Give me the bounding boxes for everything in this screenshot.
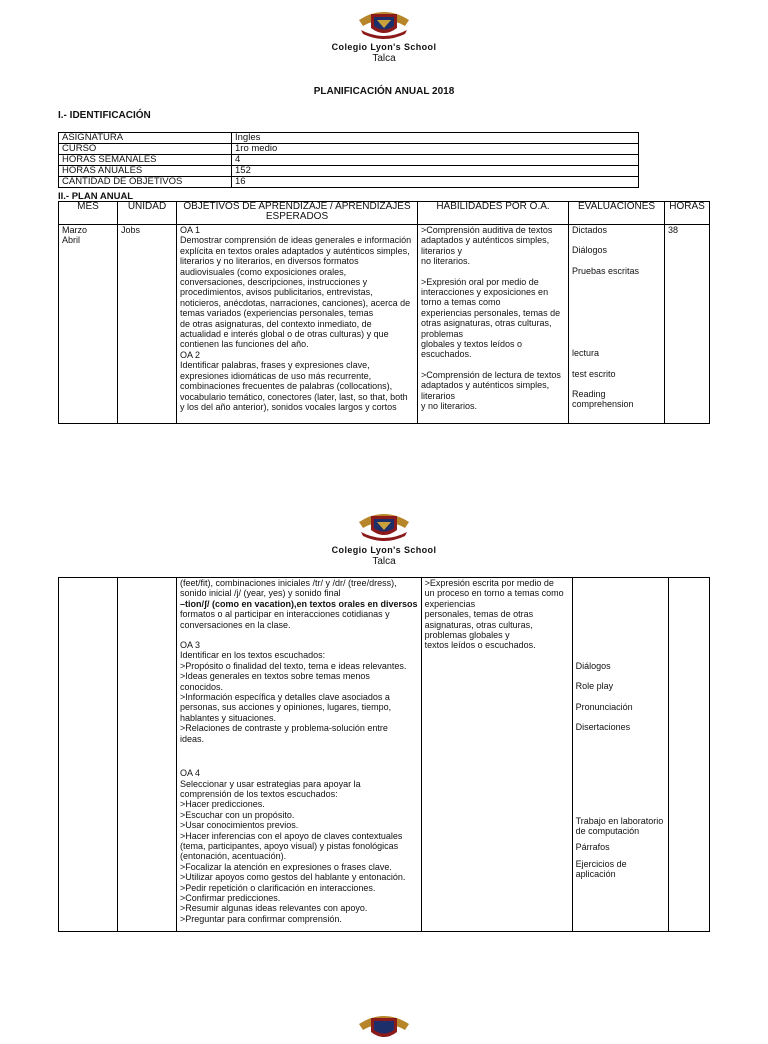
obj-line: Demostrar comprensión de ideas generales e información: [180, 235, 412, 246]
plan-header-row: [59, 202, 710, 225]
hab-line: >Expresión escrita por medio de: [424, 578, 554, 588]
obj-line: >Utilizar apoyos como gestos del hablante y entonación.: [180, 872, 406, 883]
hab-line: experiencias: [424, 598, 476, 609]
obj-line: ideas.: [180, 733, 205, 744]
obj-line: Identificar palabras, frases y expresiones clave,: [180, 360, 370, 371]
obj-line: actualidad e interés global o de otras culturas) y que: [180, 329, 389, 340]
hab-line: globales y textos leídos o: [421, 339, 523, 350]
obj-line: de otras asignaturas, del contexto inmediato, de: [180, 318, 372, 329]
school-name: Colegio Lyon's School: [331, 42, 437, 52]
cell-horas: [668, 578, 709, 932]
hab-line: textos leídos o escuchados.: [424, 640, 536, 651]
cell-habilidades: [418, 225, 569, 424]
plan-table-continued: [58, 577, 710, 932]
obj-line: >Usar conocimientos previos.: [180, 820, 299, 831]
obj-line: formatos o al participar en interacciones cotidianas y: [180, 609, 390, 620]
cell-evaluaciones: [572, 578, 668, 932]
eval-item: Ejercicios de: [575, 858, 627, 869]
hab-line: no literarios.: [421, 256, 471, 267]
obj-line: >Hacer inferencias con el apoyo de claves contextuales: [180, 830, 403, 841]
obj-line: conversaciones en la clase.: [180, 619, 291, 630]
obj-line: >Pedir repetición o clarificación en interacciones.: [180, 882, 376, 893]
table-row: [59, 155, 639, 166]
hab-line: otras asignaturas, otras culturas,: [421, 318, 552, 329]
id-value: Ingles: [232, 133, 639, 144]
eval-item: Diálogos: [575, 661, 611, 671]
eval-item: test escrito: [572, 368, 616, 379]
header-habilidades: HABILIDADES POR O.A.: [418, 202, 569, 225]
hab-line: adaptados y auténticos simples,: [421, 380, 550, 391]
obj-line: OA 1: [180, 225, 201, 235]
table-row: [59, 144, 639, 155]
school-crest-logo: [357, 6, 411, 40]
obj-line: (feet/fit), combinaciones iniciales /tr/ y /dr/ (tree/dress),: [180, 578, 397, 588]
eval-item: Pruebas escritas: [572, 265, 640, 276]
cell-horas: 38: [665, 225, 710, 424]
section-plan-anual: II.- PLAN ANUAL: [58, 191, 134, 202]
obj-line: personas, sus acciones y opiniones, lugares, tiempo,: [180, 702, 392, 713]
cell-habilidades: [421, 578, 572, 932]
id-label: ASIGNATURA: [59, 133, 232, 144]
cell-objetivos: [177, 225, 418, 424]
hab-line: asignaturas, otras culturas,: [424, 619, 533, 630]
plan-table: [58, 201, 710, 424]
cell-mes: [59, 578, 118, 932]
obj-line: >Confirmar predicciones.: [180, 892, 281, 903]
eval-item: comprehension: [572, 399, 634, 410]
obj-line: conversaciones, descripciones, instrucciones y: [180, 277, 368, 288]
school-name: Colegio Lyon's School: [331, 545, 437, 555]
cell-unidad: [118, 578, 177, 932]
obj-line: audiovisuales (como exposiciones orales,: [180, 266, 347, 277]
school-city: Talca: [372, 53, 396, 64]
obj-line: >Relaciones de contraste y problema-solución entre: [180, 723, 388, 734]
eval-item: Trabajo en laboratorio: [575, 815, 664, 826]
obj-line: >Hacer predicciones.: [180, 799, 265, 810]
obj-line: noticieros, anécdotas, narraciones, canciones), acerca de: [180, 297, 411, 308]
obj-line: >Preguntar para confirmar comprensión.: [180, 913, 342, 924]
id-value: 16: [232, 177, 639, 188]
school-crest-logo: [357, 1010, 411, 1044]
header-horas: HORAS: [665, 202, 710, 225]
cell-mes: [59, 225, 118, 424]
header-mes: MES: [59, 202, 118, 225]
obj-line: temas variados (experiencias personales, temas: [180, 308, 374, 319]
obj-line: sonido inicial /j/ (year, yes) y sonido final: [180, 588, 341, 599]
school-city: Talca: [372, 556, 396, 567]
obj-line: expresiones idiomáticas de uso más recurrente,: [180, 370, 372, 381]
obj-line: procedimientos, avisos publicitarios, entrevistas,: [180, 287, 373, 298]
table-row: [59, 578, 710, 932]
obj-line: explícita en textos orales adaptados y auténticos simples,: [180, 245, 410, 256]
identification-table: [58, 132, 639, 188]
mes-marzo: Marzo: [62, 225, 88, 235]
hab-line: problemas globales y: [424, 630, 510, 641]
table-row: [59, 177, 639, 188]
id-label: HORAS SEMANALES: [59, 155, 232, 166]
obj-line: >Ideas generales en textos sobre temas menos: [180, 671, 370, 682]
mes-abril: Abril: [62, 235, 81, 246]
eval-item: Dictados: [572, 225, 608, 235]
obj-line: OA 2: [180, 349, 201, 360]
hab-line: escuchados.: [421, 349, 472, 360]
document-title: PLANIFICACIÓN ANUAL 2018: [313, 86, 455, 97]
obj-line: combinaciones frecuentes de palabras (collocations),: [180, 381, 393, 392]
hab-line: torno a temas como: [421, 297, 501, 308]
obj-line: comprensión de los textos escuchados:: [180, 788, 338, 799]
obj-line: literarios y no literarios, en diversos formatos: [180, 256, 359, 267]
eval-item: aplicación: [575, 869, 616, 880]
id-value: 1ro medio: [232, 144, 639, 155]
hab-line: personales, temas de otras: [424, 609, 534, 620]
header-objetivos: [177, 202, 418, 225]
hab-line: problemas: [421, 328, 464, 339]
hab-line: >Comprensión auditiva de textos: [421, 225, 553, 235]
obj-line: >Focalizar la atención en expresiones o frases clave.: [180, 861, 392, 872]
obj-line: OA 3: [180, 640, 201, 651]
header-evaluaciones: EVALUACIONES: [569, 202, 665, 225]
id-label: CURSO: [59, 144, 232, 155]
eval-item: Disertaciones: [575, 722, 631, 733]
obj-line: conocidos.: [180, 681, 224, 692]
id-value: 4: [232, 155, 639, 166]
obj-line: >Propósito o finalidad del texto, tema e ideas relevantes.: [180, 660, 407, 671]
obj-line: vocabulario temático, conectores (later, last, so that, both: [180, 391, 408, 402]
obj-line-bold: –tion/ʃ/ (como en vacation),en textos orales en diversos: [180, 598, 418, 609]
id-label: CANTIDAD DE OBJETIVOS: [59, 177, 232, 188]
eval-item: Reading: [572, 389, 606, 400]
id-label: HORAS ANUALES: [59, 166, 232, 177]
hab-line: literarios y: [421, 245, 463, 256]
cell-unidad: Jobs: [118, 225, 177, 424]
hab-line: interacciones y exposiciones en: [421, 287, 549, 298]
eval-item: de computación: [575, 826, 640, 837]
obj-line: OA 4: [180, 768, 201, 779]
obj-line: (tema, participantes, apoyo visual) y pistas fonológicas: [180, 840, 399, 851]
cell-objetivos: [177, 578, 422, 932]
hab-line: y no literarios.: [421, 401, 478, 412]
obj-line: hablantes y situaciones.: [180, 712, 277, 723]
hab-line: literarios: [421, 390, 456, 401]
hab-line: experiencias personales, temas de: [421, 307, 561, 318]
obj-line: contienen las funciones del año.: [180, 339, 309, 350]
table-row: [59, 133, 639, 144]
eval-item: lectura: [572, 348, 600, 359]
hab-line: un proceso en torno a temas como: [424, 588, 564, 599]
obj-line: Seleccionar y usar estrategias para apoyar la: [180, 778, 361, 789]
obj-line: >Escuchar con un propósito.: [180, 809, 295, 820]
obj-line: >Resumir algunas ideas relevantes con apoyo.: [180, 903, 368, 914]
table-row: [59, 166, 639, 177]
hab-line: >Expresión oral por medio de: [421, 276, 539, 287]
school-crest-logo: [357, 508, 411, 542]
table-row: [59, 225, 710, 424]
section-identificacion: I.- IDENTIFICACIÓN: [58, 110, 151, 121]
header-objetivos-line2: ESPERADOS: [265, 211, 329, 222]
id-value: 152: [232, 166, 639, 177]
hab-line: adaptados y auténticos simples,: [421, 235, 550, 246]
obj-line: >Información específica y detalles clave asociados a: [180, 692, 390, 703]
header-objetivos-line1: OBJETIVOS DE APRENDIZAJE / APRENDIZAJES: [183, 201, 411, 212]
obj-line: Identificar en los textos escuchados:: [180, 650, 326, 661]
header-unidad: UNIDAD: [118, 202, 177, 225]
cell-evaluaciones: [569, 225, 665, 424]
eval-item: Párrafos: [575, 842, 610, 853]
hab-line: >Comprensión de lectura de textos: [421, 369, 561, 380]
eval-item: Pronunciación: [575, 701, 633, 712]
eval-item: Diálogos: [572, 245, 608, 256]
eval-item: Role play: [575, 681, 614, 692]
obj-line: y los del año anterior), sonidos vocales largos y cortos: [180, 401, 397, 412]
obj-line: (entonación, acentuación).: [180, 851, 287, 862]
